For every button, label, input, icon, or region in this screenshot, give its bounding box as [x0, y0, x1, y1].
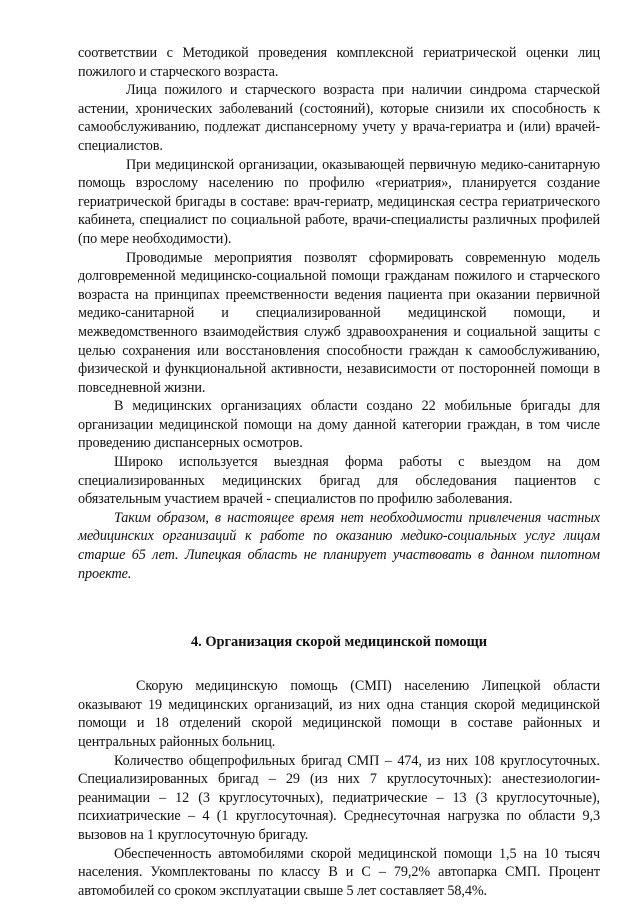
paragraph-ambulance-teams: Количество общепрофильных бригад СМП – 474, из них 108 круглосуточных. Специализированных бригад – 29 (из них 7 круглосуточных): анестезиологии-реанимации – 12 (3 круглосуточных), педиатрические – 13 (3 круглосуточные), психиатрические – 4 (1 круглосуточная). Среднесуточная нагрузка по области 9,3 вызовов на 1 круглосуточную бригаду. — [78, 752, 600, 843]
document-page — [78, 44, 600, 900]
paragraph-geriatric-assessment: соответствии с Методикой проведения комплексной гериатрической оценки лиц пожилого и старческого возраста. — [78, 45, 600, 80]
spacer — [78, 583, 600, 633]
paragraph-conclusion: Таким образом, в настоящее время нет необходимости привлечения частных медицинских организаций к работе по оказанию медико-социальных услуг лицам старше 65 лет. Липецкая область не планирует участвовать в данном пилотном проекте. — [78, 509, 600, 582]
section-title: 4. Организация скорой медицинской помощи — [190, 634, 488, 651]
paragraph-mobile-teams: В медицинских организациях области создано 22 мобильные бригады для организации медицинской помощи на дому данной категории граждан, в том числе проведению диспансерных осмотров. — [78, 398, 600, 452]
paragraph-care-model: Проводимые мероприятия позволят сформировать современную модель долговременной медицинско-социальной помощи гражданам пожилого и старческого возраста на принципах преемственности ведения пациента при оказании первичной медико-санитарной и специализированной медицинской помощи, и межведомственного взаимодействия служб здравоохранения и социальной защиты с целью сохранения или восстановления способности граждан к самообслуживанию, физической и функциональной активности, независимости от посторонней помощи в повседневной жизни. — [78, 249, 600, 396]
spacer — [78, 651, 600, 677]
paragraph-geriatric-team: При медицинской организации, оказывающей первичную медико-санитарную помощь взрослому населению по профилю «гериатрия», планируется создание гериатрической бригады в составе: врач-гериатр, медицинская сестра гериатрического кабинета, специалист по социальной работе, врачи-специалисты различных профилей (по мере необходимости). — [78, 156, 600, 247]
paragraph-ambulance-vehicles: Обеспеченность автомобилями скорой медицинской помощи 1,5 на 10 тысяч населения. Укомплектованы по классу В и С – 79,2% автопарка СМП. Процент автомобилей со сроком эксплуатации свыше 5 лет составляет 58,4%. — [78, 845, 600, 899]
paragraph-home-visits: Широко используется выездная форма работы с выездом на дом специализированных медицинских бригад для обследования пациентов с обязательным участием врачей - специалистов по профилю заболевания. — [78, 454, 600, 508]
paragraph-dispensary-registration: Лица пожилого и старческого возраста при наличии синдрома старческой астении, хронических заболеваний (состояний), которые снизили их способность к самообслуживанию, подлежат диспансерному учету у врача-гериатра и (или) врачей-специалистов. — [78, 82, 600, 154]
paragraph-ambulance-organizations: Скорую медицинскую помощь (СМП) населению Липецкой области оказывают 19 медицинских организаций, из них одна станция скорой медицинской помощи и 18 отделений скорой медицинской помощи в составе районных и центральных районных больниц. — [78, 678, 600, 750]
